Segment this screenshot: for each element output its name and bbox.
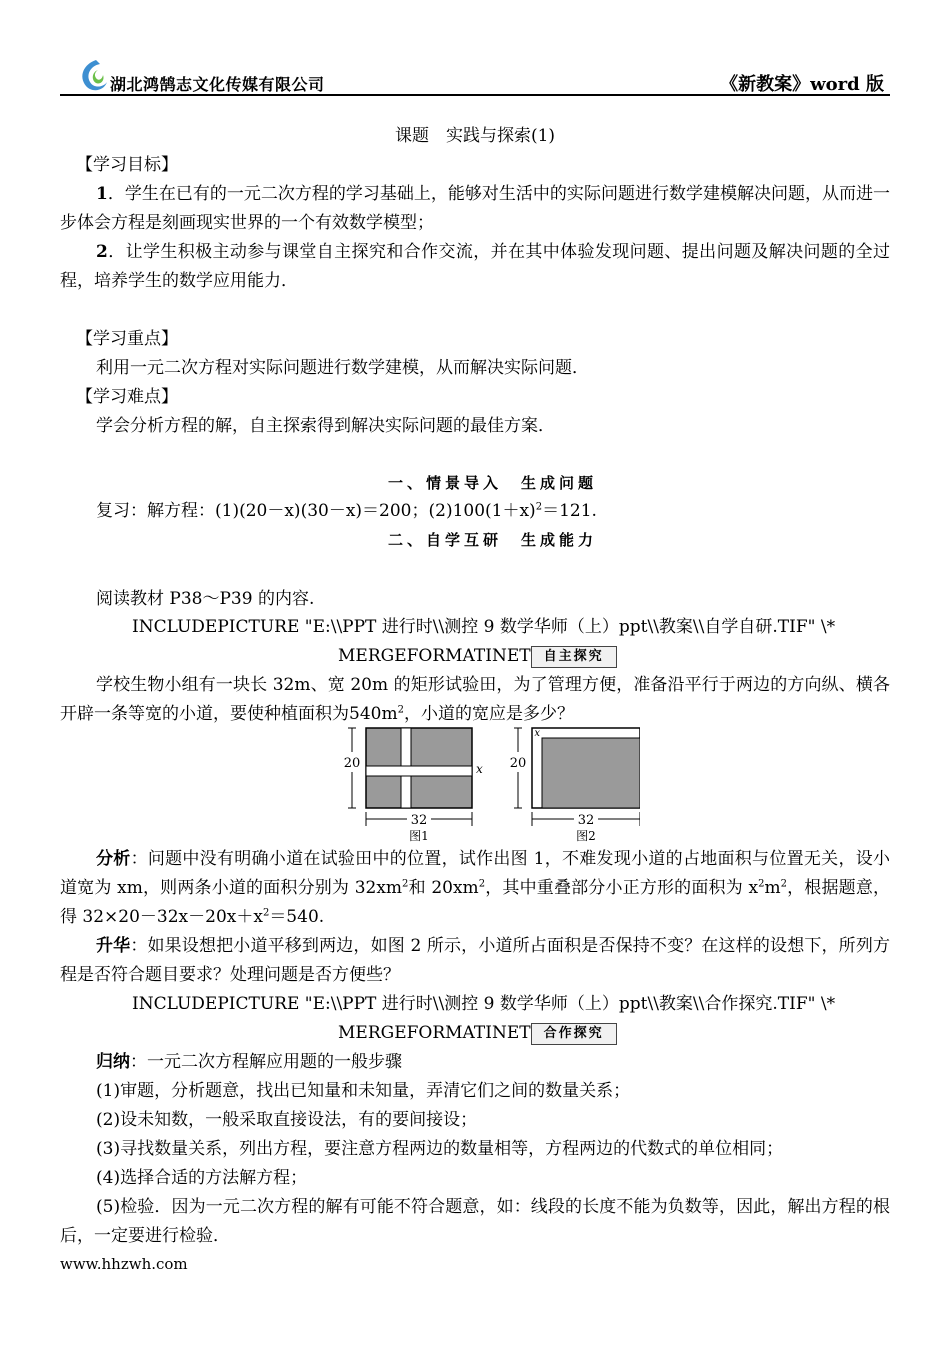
reading-assignment: 阅读教材 P38～P39 的内容. — [96, 589, 315, 609]
fig1-path-width-label: x — [476, 762, 483, 776]
objective-1 — [60, 180, 890, 238]
fig1-height-label: 20 — [343, 756, 361, 771]
summary-step-4: (4)选择合适的方法解方程； — [96, 1168, 308, 1188]
summary-title: ：一元二次方程解应用题的一般步骤 — [130, 1052, 402, 1072]
key-heading: 【学习重点】 — [76, 329, 178, 349]
objective-2 — [60, 238, 890, 296]
mergeformat-1: MERGEFORMATINET — [338, 646, 531, 666]
review-equation — [96, 497, 597, 526]
problem-question: ，小道的宽应是多少？ — [403, 704, 574, 724]
analysis-text-3: ，其中重叠部分小正方形的面积为 x — [485, 878, 759, 898]
objective-2-number: 2 — [96, 242, 108, 262]
analysis-label: 分析 — [96, 849, 131, 869]
objective-1-number: 1 — [96, 184, 108, 204]
objective-1-text: ．学生在已有的一元二次方程的学习基础上，能够对生活中的实际问题进行数学建模解决问题，从而进一步体会方程是刻画现实世界的一个有效数学模型； — [60, 184, 890, 233]
page-header — [60, 56, 890, 100]
include-field-2: INCLUDEPICTURE "E:\\PPT 进行时\\测控 9 数学华师（上）ppt\\教案\\合作探究.TIF" \* — [132, 994, 836, 1014]
summary-heading — [96, 1048, 402, 1077]
analysis-sup-1: 2 — [402, 878, 409, 890]
section-1-title: 一、情景导入 生成问题 — [388, 474, 598, 492]
analysis-sup-5: 2 — [262, 907, 270, 919]
analysis-sup-3: 2 — [758, 878, 765, 890]
brand-label: 《新教案》word 版 — [720, 74, 884, 95]
fig2-length-label: 32 — [577, 813, 595, 828]
difficult-heading: 【学习难点】 — [76, 387, 178, 407]
section-2-title: 二、自学互研 生成能力 — [388, 531, 598, 549]
self-study-badge: 自主探究 — [531, 646, 617, 668]
review-sup: 2 — [535, 501, 543, 513]
summary-step-5: (5)检验．因为一元二次方程的解有可能不符合题意，如：线段的长度不能为负数等，因此，解出方程的根后，一定要进行检验． — [60, 1197, 890, 1246]
objectives-heading: 【学习目标】 — [76, 155, 178, 175]
figure-2 — [508, 728, 640, 842]
summary-step-1: (1)审题，分析题意，找出已知量和未知量，弄清它们之间的数量关系； — [96, 1081, 631, 1101]
sublimation-label: 升华 — [96, 936, 131, 956]
analysis-text-6: ＝540. — [269, 907, 325, 927]
analysis-sup-4: 2 — [780, 878, 787, 890]
summary-step-3: (3)寻找数量关系，列出方程，要注意方程两边的数量相等，方程两边的代数式的单位相同； — [96, 1139, 784, 1159]
field-diagrams — [340, 722, 640, 842]
objective-2-text: ．让学生积极主动参与课堂自主探究和合作交流，并在其中体验发现问题、提出问题及解决问题的全过程，培养学生的数学应用能力． — [60, 242, 890, 291]
lesson-title: 课题 实践与探索(1) — [394, 126, 556, 146]
analysis-text-1: ：问题中没有明确小道在试验田中的位置，试作出图 1，不难发现小道的占地面积与位置无关，设小道宽为 xm，则两条小道的面积分别为 32xm — [60, 849, 891, 898]
fig1-caption: 图1 — [409, 829, 429, 842]
summary-label: 归纳 — [96, 1052, 130, 1072]
include-field-2-end — [338, 1019, 617, 1048]
fig2-path-width-label: x — [534, 728, 540, 739]
sublimation-paragraph — [60, 932, 890, 990]
analysis-text-2: 和 20xm — [408, 878, 479, 898]
cooperation-badge: 合作探究 — [531, 1023, 617, 1045]
sublimation-text: ：如果设想把小道平移到两边，如图 2 所示，小道所占面积是否保持不变？在这样的设想下，所列方程是否符合题目要求？处理问题是否方便些？ — [60, 936, 891, 985]
analysis-sup-2: 2 — [478, 878, 486, 890]
company-name: 湖北鸿鹄志文化传媒有限公司 — [110, 75, 325, 94]
difficult-text: 学会分析方程的解，自主探索得到解决实际问题的最佳方案． — [96, 416, 555, 436]
swirl-logo — [74, 56, 114, 96]
include-field-1-end — [338, 642, 617, 671]
figure-1 — [342, 728, 483, 842]
summary-step-2: (2)设未知数，一般采取直接设法，有的要间接设； — [96, 1110, 478, 1130]
fig1-length-label: 32 — [410, 813, 428, 828]
problem-text: 学校生物小组有一块长 32m、宽 20m 的矩形试验田，为了管理方便，准备沿平行于两边的方向纵、横各开辟一条等宽的小道，要使种植面积为540m — [60, 675, 890, 724]
fig2-caption: 图2 — [576, 829, 596, 842]
problem-statement — [60, 671, 890, 729]
problem-sup: 2 — [397, 704, 404, 716]
mergeformat-2: MERGEFORMATINET — [338, 1023, 531, 1043]
analysis-text-5: ，根据题意，得 32×20－32x－20x＋x — [60, 878, 890, 927]
footer-url[interactable]: www.hhzwh.com — [60, 1255, 188, 1273]
fig2-height-label: 20 — [509, 756, 527, 771]
key-text: 利用一元二次方程对实际问题进行数学建模，从而解决实际问题． — [96, 358, 589, 378]
review-text: 复习：解方程：(1)(20－x)(30－x)＝200；(2)100(1＋x) — [96, 501, 536, 521]
include-field-1: INCLUDEPICTURE "E:\\PPT 进行时\\测控 9 数学华师（上）ppt\\教案\\自学自研.TIF" \* — [132, 617, 836, 637]
analysis-text-4: m — [764, 878, 781, 898]
header-divider — [60, 94, 890, 96]
review-end: ＝121. — [542, 501, 597, 521]
analysis-paragraph — [60, 845, 890, 932]
